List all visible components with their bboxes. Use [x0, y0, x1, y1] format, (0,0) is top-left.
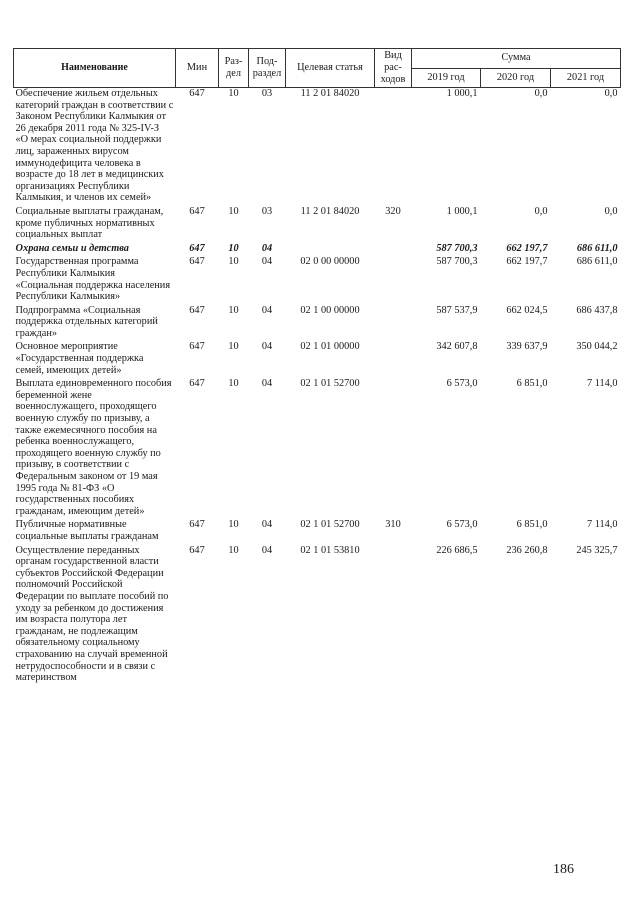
row-sum-2019: 6 573,0: [446, 378, 478, 390]
row-sum-2021: 686 611,0: [576, 242, 618, 254]
row-razdel: 10: [228, 341, 239, 353]
budget-table: [13, 48, 621, 686]
row-vid: 310: [385, 519, 401, 531]
header-min: Мин: [176, 49, 219, 88]
row-razdel: 10: [228, 378, 239, 390]
row-sum-2019: 1 000,1: [446, 205, 478, 217]
row-celevaya-statya: 02 1 01 53810: [300, 544, 360, 556]
table-row: [14, 88, 621, 206]
row-min: 647: [189, 544, 205, 556]
row-sum-2019: 1 000,1: [412, 88, 481, 206]
row-name: Подпрограмма «Социальная поддержка отдельных категорий граждан»: [15, 304, 158, 339]
row-celevaya-statya: 02 1 00 00000: [300, 304, 360, 316]
row-name: Публичные нормативные социальные выплаты гражданам: [15, 519, 159, 542]
row-sum-2019: 587 700,3: [436, 256, 478, 268]
row-sum-2021: 0,0: [604, 205, 618, 217]
table-row-section: [14, 243, 621, 257]
row-celevaya-statya: 11 2 01 84020: [286, 88, 375, 206]
row-vid: [375, 243, 412, 257]
header-name: Наименование: [14, 49, 176, 88]
table-header: [14, 49, 621, 88]
row-podrazdel: 04: [261, 378, 273, 390]
row-min: 647: [176, 88, 219, 206]
row-name: Основное мероприятие «Государственная поддержка семей, имеющих детей»: [15, 341, 144, 376]
row-sum-2020: 662 024,5: [506, 304, 548, 316]
row-sum-2020: 662 197,7: [506, 242, 548, 254]
row-name: Социальные выплаты гражданам, кроме публичных нормативных социальных выплат: [15, 205, 164, 241]
row-min: 647: [189, 304, 205, 316]
row-min: 647: [189, 242, 205, 254]
row-vid: [375, 305, 412, 342]
row-name: Охрана семьи и детства: [15, 242, 129, 254]
row-sum-2020: 0,0: [534, 205, 548, 217]
row-sum-2019: 587 700,3: [436, 242, 478, 254]
header-razdel: Раз-дел: [219, 49, 249, 88]
row-vid: [375, 341, 412, 378]
row-sum-2019: 226 686,5: [436, 544, 478, 556]
row-min: 647: [189, 378, 205, 390]
row-vid: [375, 378, 412, 519]
row-min: 647: [189, 341, 205, 353]
page-number: 186: [553, 862, 574, 877]
row-min: 647: [189, 205, 205, 217]
row-razdel: 10: [228, 544, 239, 556]
row-name: Осуществление переданных органам государственной власти субъектов Российской Федерации полномочий Российской Федерации по выплате пособий по уходу за ребенком до достижения им возраста полутора лет гражданам, не подлежащим обязательному социальному страхованию на случай временной нетрудоспособности и в связи с материнством: [15, 544, 169, 684]
row-name: Обеспечение жильем отдельных категорий граждан в соответствии с Законом Республики Калмыкия от 26 декабря 2011 года № 325-IV-З «О мерах социальной поддержки лиц, зараженных вирусом иммунодефицита человека в возрасте до 18 лет в медицинских организациях Республики Калмыкия, и членов их семей»: [14, 88, 176, 206]
row-sum-2021: 350 044,2: [576, 341, 618, 353]
row-celevaya-statya: [286, 243, 375, 257]
row-sum-2020: 662 197,7: [506, 256, 548, 268]
table-row: [14, 378, 621, 519]
table-body: [14, 88, 621, 686]
table-row: [14, 206, 621, 243]
row-sum-2021: 0,0: [551, 88, 621, 206]
row-vid: [375, 256, 412, 304]
row-name: Выплата единовременного пособия беременной жене военнослужащего, проходящего военную службу по призыву, а также ежемесячного пособия на ребенка военнослужащего, проходящего военную службу по призыву, в соответствии с Федеральным законом от 19 мая 1995 года № 81-ФЗ «О государственных пособиях гражданам, имеющим детей»: [15, 378, 172, 517]
row-sum-2021: 686 611,0: [576, 256, 618, 268]
row-podrazdel: 04: [261, 242, 273, 254]
row-razdel: 10: [228, 205, 239, 217]
row-sum-2019: 6 573,0: [446, 519, 478, 531]
table-row: [14, 519, 621, 544]
row-sum-2019: 342 607,8: [436, 341, 478, 353]
header-year-2021: 2021 год: [551, 68, 621, 88]
row-celevaya-statya: 02 1 01 00000: [300, 341, 360, 353]
row-podrazdel: 04: [261, 519, 273, 531]
row-sum-2020: 0,0: [481, 88, 551, 206]
row-sum-2021: 245 325,7: [576, 544, 618, 556]
row-sum-2021: 7 114,0: [587, 378, 618, 390]
row-min: 647: [189, 519, 205, 531]
row-sum-2021: 7 114,0: [587, 519, 618, 531]
table-row: [14, 256, 621, 304]
row-name: Государственная программа Республики Калмыкия «Социальная поддержка населения Республики Калмыкия»: [15, 256, 171, 303]
row-razdel: 10: [228, 256, 239, 268]
row-vid: [375, 88, 412, 206]
row-vid: [375, 545, 412, 686]
row-razdel: 10: [228, 519, 239, 531]
row-podrazdel: 04: [261, 341, 273, 353]
row-min: 647: [189, 256, 205, 268]
row-sum-2020: 339 637,9: [506, 341, 548, 353]
table-row: [14, 545, 621, 686]
row-podrazdel: 04: [261, 544, 273, 556]
row-razdel: 10: [228, 304, 239, 316]
row-podrazdel: 04: [261, 304, 273, 316]
row-sum-2020: 236 260,8: [506, 544, 548, 556]
table-row: [14, 341, 621, 378]
header-podrazdel: Под-раздел: [249, 49, 286, 88]
row-celevaya-statya: 02 1 01 52700: [300, 519, 360, 531]
row-podrazdel: 03: [261, 205, 273, 217]
row-celevaya-statya: 11 2 01 84020: [300, 205, 360, 217]
header-year-2019: 2019 год: [412, 68, 481, 88]
row-podrazdel: 03: [249, 88, 286, 206]
header-vid-rashodov: Вид рас-ходов: [375, 49, 412, 88]
header-celevaya-statya: Целевая статья: [286, 49, 375, 88]
row-razdel: 10: [228, 242, 239, 254]
row-sum-2019: 587 537,9: [436, 304, 478, 316]
row-celevaya-statya: 02 1 01 52700: [300, 378, 360, 390]
row-sum-2020: 6 851,0: [516, 378, 548, 390]
row-sum-2021: 686 437,8: [576, 304, 618, 316]
row-razdel: 10: [219, 88, 249, 206]
row-sum-2020: 6 851,0: [516, 519, 548, 531]
header-year-2020: 2020 год: [481, 68, 551, 88]
row-podrazdel: 04: [261, 256, 273, 268]
row-vid: 320: [385, 205, 401, 217]
table-row: [14, 305, 621, 342]
row-celevaya-statya: 02 0 00 00000: [300, 256, 360, 268]
header-summa: Сумма: [412, 49, 621, 69]
